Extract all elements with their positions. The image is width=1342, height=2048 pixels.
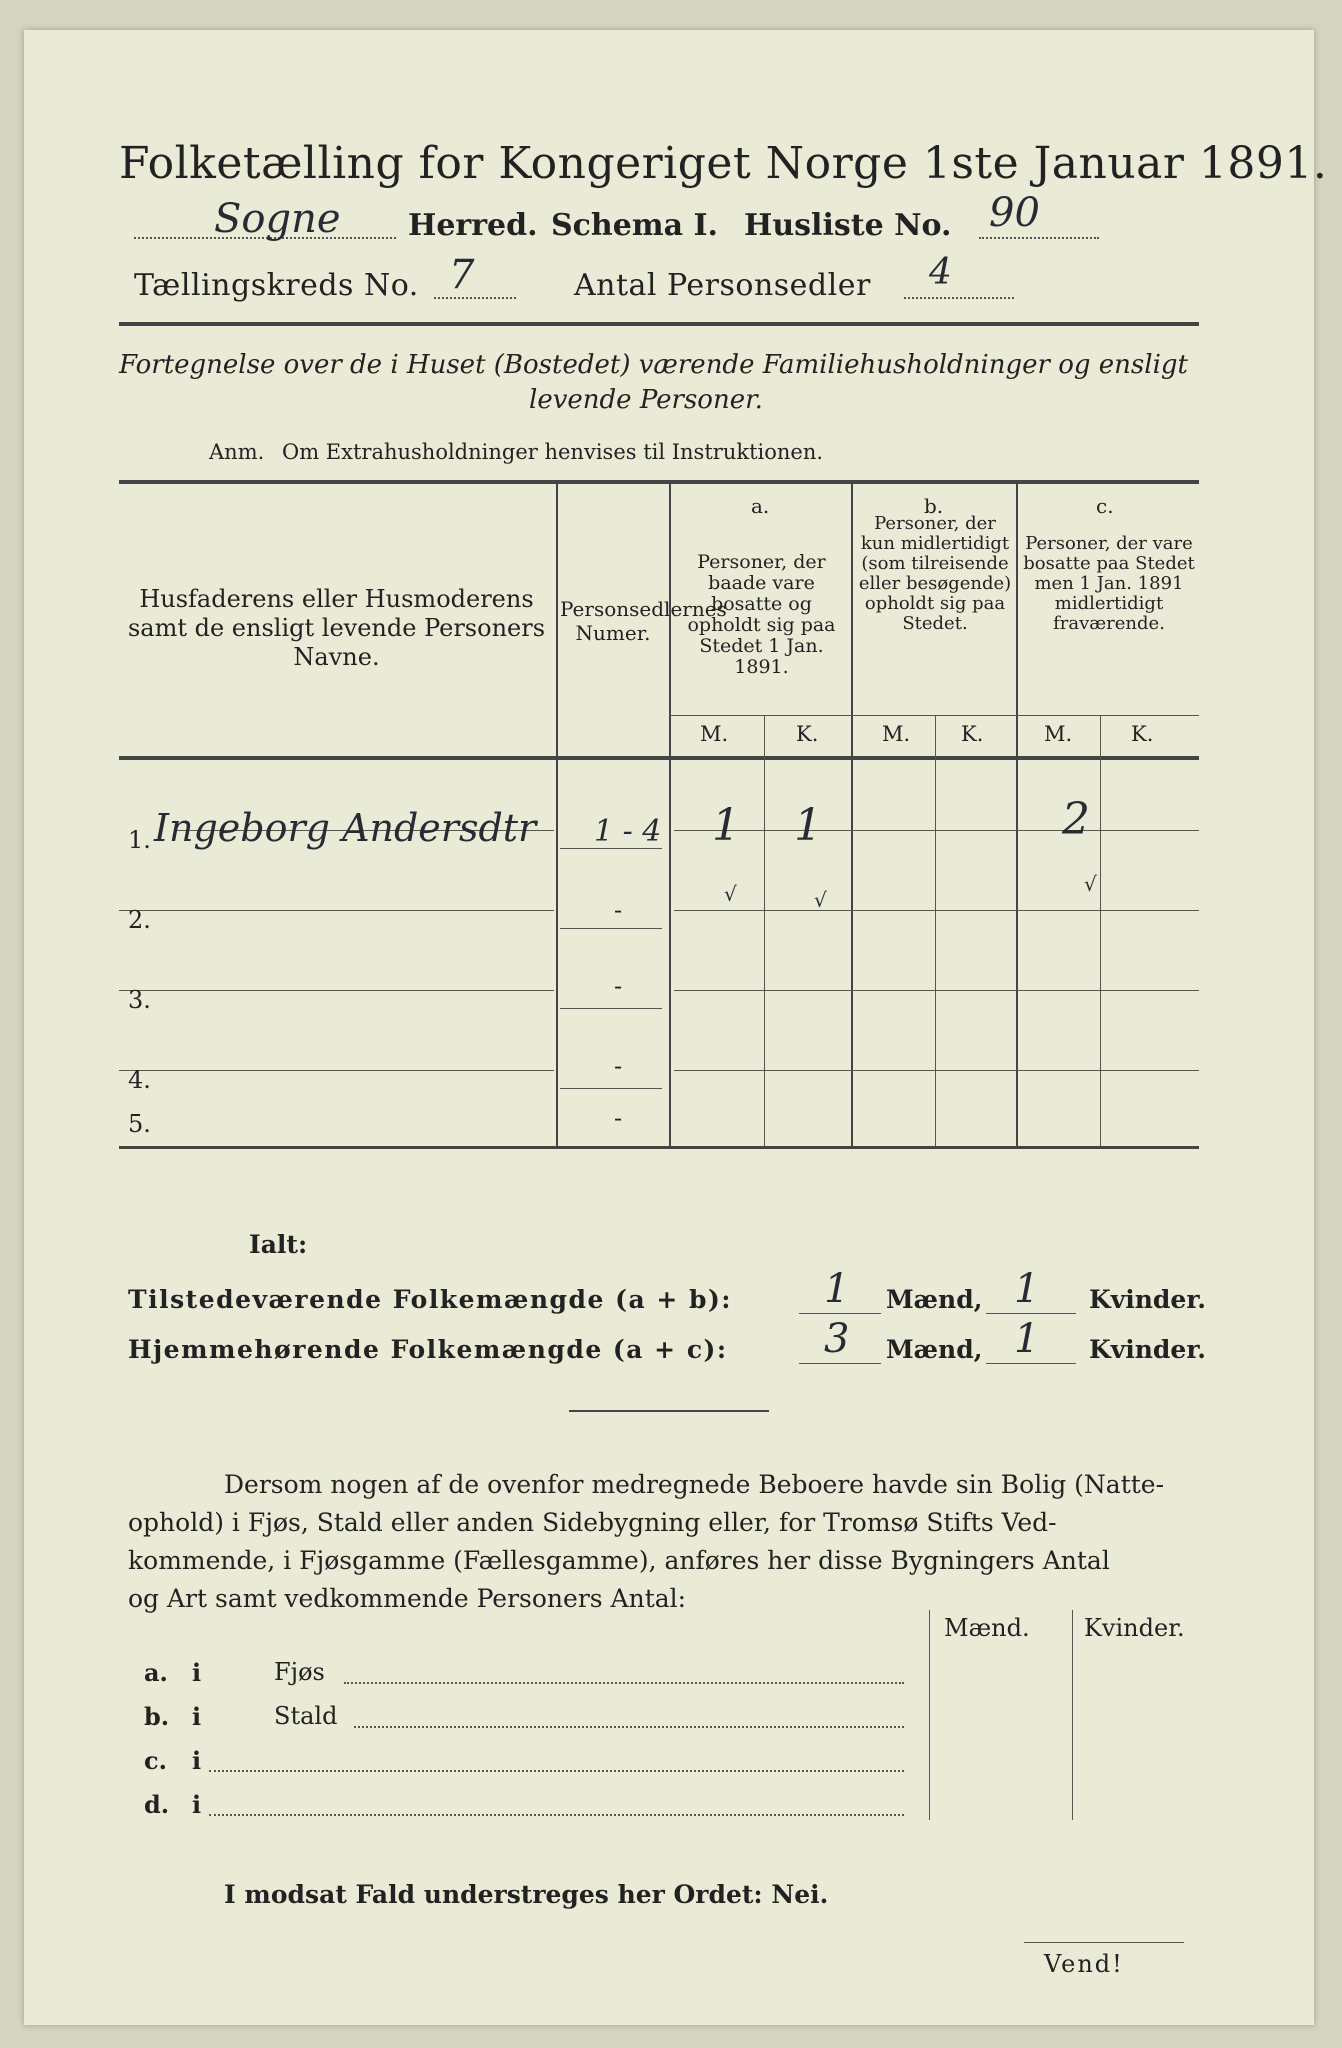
row-a-k-value: √ bbox=[814, 888, 827, 912]
hjemme-maend-line bbox=[799, 1363, 881, 1364]
row-name: Ingeborg Andersdtr bbox=[154, 806, 537, 850]
husliste-line bbox=[979, 237, 1099, 239]
ob-kvinder-header: Kvinder. bbox=[1084, 1614, 1185, 1642]
para-line3: kommende, i Fjøsgamme (Fællesgamme), anføres her disse Bygningers Antal bbox=[128, 1546, 1110, 1575]
a-k-label: K. bbox=[796, 722, 819, 746]
col-a-letter: a. bbox=[751, 494, 770, 518]
ob-maend-header: Mænd. bbox=[944, 1614, 1030, 1642]
para-line1: Dersom nogen af de ovenfor medregnede Beboere havde sin Bolig (Natte- bbox=[224, 1470, 1165, 1499]
row-number: 5. bbox=[128, 1110, 151, 1138]
antal-value: 4 bbox=[929, 252, 952, 293]
para-line2: ophold) i Fjøs, Stald eller anden Sidebygning eller, for Tromsø Stifts Ved- bbox=[128, 1508, 1057, 1537]
ob-letter: a. bbox=[144, 1658, 168, 1687]
col-c-letter: c. bbox=[1096, 494, 1114, 518]
ob-label: Fjøs bbox=[274, 1658, 325, 1686]
form-title: Folketælling for Kongeriget Norge 1ste Januar 1891. bbox=[119, 138, 1328, 189]
col-c-header: Personer, der vare bosatte paa Stedet men 1 Jan. 1891 midlertidigt fraværende. bbox=[1023, 533, 1195, 634]
husliste-label: Husliste No. bbox=[744, 208, 952, 243]
hjemme-label: Hjemmehørende Folkemængde (a + c): bbox=[128, 1335, 728, 1364]
hjemme-kvinder-value: 1 bbox=[1014, 1316, 1040, 1362]
hjemme-maend-value: 3 bbox=[824, 1316, 850, 1362]
kreds-value: 7 bbox=[449, 252, 475, 298]
ob-letter: d. bbox=[144, 1790, 170, 1819]
tilstede-maend-label: Mænd, bbox=[886, 1285, 983, 1314]
b-m-label: M. bbox=[882, 722, 911, 746]
ob-prep: i bbox=[192, 1790, 202, 1819]
herred-value: Sogne bbox=[214, 196, 341, 242]
row-rule-cols-2 bbox=[674, 910, 1199, 911]
antal-label: Antal Personsedler bbox=[574, 268, 871, 303]
anm-label: Anm. bbox=[209, 440, 265, 464]
tilstede-kvinder-label: Kvinder. bbox=[1089, 1285, 1206, 1314]
para-line4: og Art samt vedkommende Personers Antal: bbox=[128, 1584, 687, 1613]
row-num-value: - bbox=[614, 972, 623, 1000]
tilstede-kvinder-value: 1 bbox=[1014, 1266, 1040, 1312]
intro-line2: levende Personer. bbox=[529, 385, 763, 415]
ob-line bbox=[209, 1770, 904, 1772]
col-divider-a-mk bbox=[764, 715, 765, 1146]
ob-prep: i bbox=[192, 1658, 202, 1687]
row-rule-name-4 bbox=[119, 1070, 554, 1071]
table-top-rule bbox=[119, 480, 1199, 484]
col-divider-b-mk bbox=[935, 715, 936, 1146]
herred-label: Herred. bbox=[408, 208, 538, 243]
section-divider bbox=[569, 1410, 769, 1412]
col-b-header: Personer, der kun midlertidigt (som tilreisende eller besøgende) opholdt sig paa Stedet. bbox=[858, 513, 1012, 634]
ialt-label: Ialt: bbox=[249, 1230, 308, 1259]
row-number: 1. bbox=[128, 826, 151, 854]
col-divider-4 bbox=[1016, 482, 1018, 1146]
intro-line1: Fortegnelse over de i Huset (Bostedet) værende Familiehusholdninger og ensligt bbox=[119, 350, 1188, 380]
row-number: 4. bbox=[128, 1066, 151, 1094]
row-rule-num-4 bbox=[560, 1088, 662, 1089]
vend-rule bbox=[1024, 1942, 1184, 1943]
row-rule-name-3 bbox=[119, 990, 554, 991]
row-rule-num-2 bbox=[560, 928, 662, 929]
c-m-label: M. bbox=[1044, 722, 1073, 746]
col-b-letter: b. bbox=[924, 494, 944, 518]
row-rule-cols-1 bbox=[674, 830, 1199, 831]
row-c-m-value: 2 bbox=[1062, 794, 1090, 845]
mk-subheader-rule bbox=[669, 715, 1199, 716]
row-a-k-value: 1 bbox=[794, 800, 822, 851]
ob-line bbox=[209, 1814, 904, 1816]
row-rule-num-3 bbox=[560, 1008, 662, 1009]
col-num-header: Personsedlernes Numer. bbox=[560, 597, 727, 645]
ob-prep: i bbox=[192, 1702, 202, 1731]
row-number: 2. bbox=[128, 906, 151, 934]
ob-letter: b. bbox=[144, 1702, 170, 1731]
row-a-m-value: 1 bbox=[712, 800, 740, 851]
anm-text: Om Extrahusholdninger henvises til Instruktionen. bbox=[282, 440, 824, 464]
row-num-value: - bbox=[614, 896, 623, 924]
col-divider-2 bbox=[669, 482, 671, 1146]
ob-line bbox=[354, 1726, 904, 1728]
row-c-m-value: √ bbox=[1084, 872, 1097, 896]
tilstede-kvinder-line bbox=[986, 1313, 1076, 1314]
table-bottom-rule bbox=[119, 1146, 1199, 1149]
ob-label: Stald bbox=[274, 1702, 338, 1730]
ob-line bbox=[344, 1682, 904, 1684]
table-header-rule bbox=[119, 756, 1199, 760]
tilstede-label: Tilstedeværende Folkemængde (a + b): bbox=[128, 1285, 733, 1314]
census-form bbox=[24, 30, 1328, 2025]
hjemme-maend-label: Mænd, bbox=[886, 1335, 983, 1364]
vend-text: Vend! bbox=[1044, 1950, 1124, 1978]
ob-divider-2 bbox=[1072, 1610, 1073, 1820]
col-divider-3 bbox=[851, 482, 853, 1146]
a-m-label: M. bbox=[700, 722, 729, 746]
row-num-value: - bbox=[614, 1052, 623, 1080]
nei-text: I modsat Fald understreges her Ordet: Nei. bbox=[224, 1880, 829, 1909]
c-k-label: K. bbox=[1131, 722, 1154, 746]
husliste-value: 90 bbox=[989, 190, 1040, 236]
kreds-label: Tællingskreds No. bbox=[134, 268, 419, 303]
kreds-line bbox=[434, 297, 516, 299]
header-rule bbox=[119, 322, 1199, 326]
ob-prep: i bbox=[192, 1746, 202, 1775]
row-number: 3. bbox=[128, 986, 151, 1014]
row-rule-name-2 bbox=[119, 910, 554, 911]
col-name-header: Husfaderens eller Husmoderens samt de ensligt levende Personers Navne. bbox=[127, 585, 546, 671]
tilstede-maend-value: 1 bbox=[824, 1266, 850, 1312]
row-a-m-value: √ bbox=[724, 882, 737, 906]
row-rule-cols-3 bbox=[674, 990, 1199, 991]
hjemme-kvinder-line bbox=[986, 1363, 1076, 1364]
ob-divider-1 bbox=[929, 1610, 930, 1820]
col-a-header: Personer, der baade vare bosatte og opholdt sig paa Stedet 1 Jan. 1891. bbox=[687, 551, 836, 678]
row-rule-cols-4 bbox=[674, 1070, 1199, 1071]
ob-letter: c. bbox=[144, 1746, 167, 1775]
b-k-label: K. bbox=[961, 722, 984, 746]
hjemme-kvinder-label: Kvinder. bbox=[1089, 1335, 1206, 1364]
row-num-value: 1 - 4 bbox=[594, 814, 662, 849]
antal-line bbox=[904, 297, 1014, 299]
row-num-value: - bbox=[614, 1104, 623, 1132]
schema-label: Schema I. bbox=[551, 208, 718, 243]
col-divider-c-mk bbox=[1100, 715, 1101, 1146]
tilstede-maend-line bbox=[799, 1313, 881, 1314]
col-divider-1 bbox=[556, 482, 558, 1146]
